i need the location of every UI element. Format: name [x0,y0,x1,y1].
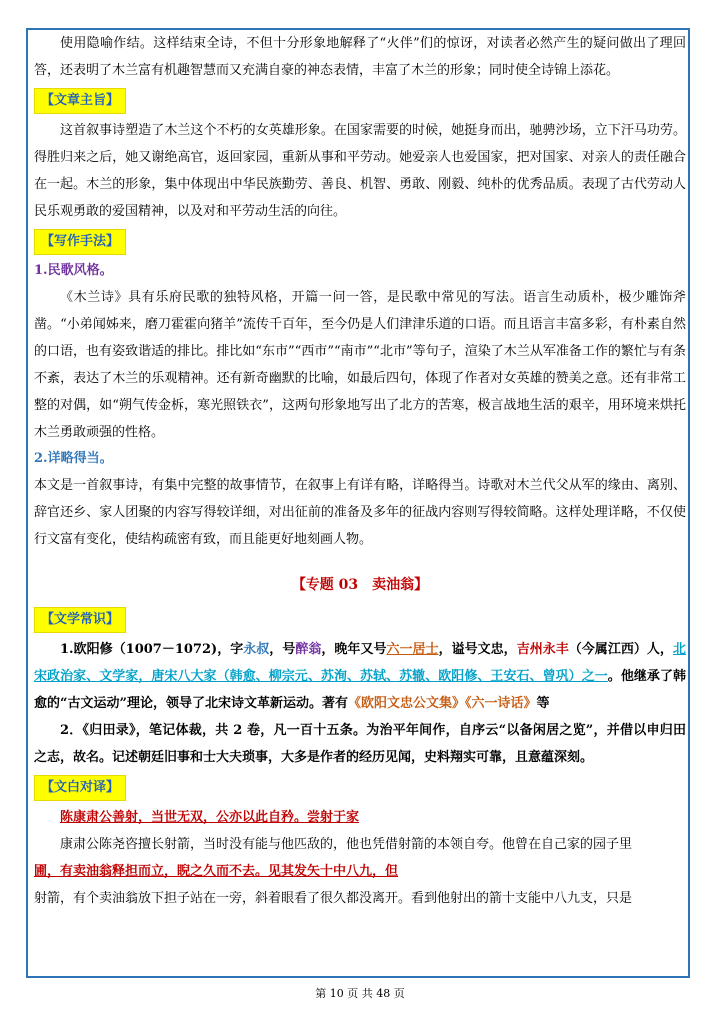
item1-text-f: 。他继承了韩愈的“古文运动”理论，领导了北宋诗文革新运动。著有 [34,669,686,711]
topic-title: 【专题 03 卖油翁】 [291,577,429,593]
item1-late-hao: 六一居士 [386,642,439,657]
item1-text-g: 等 [536,696,550,711]
page-content [34,30,686,912]
item1-text-c: ，晚年又号 [321,642,387,657]
heading-writing: 【写作手法】 [34,229,126,255]
writing-point1-text: 《木兰诗》具有乐府民歌的独特风格，开篇一问一答，是民歌中常见的写法。语言生动质朴，极少雕饰斧凿。“小弟闻姊来，磨刀霍霍向猪羊”流传千百年，至今仍是人们津津乐道的口语。而且语言丰富多彩，有朴素自然的口语，也有姿致谐适的排比。排比如“东市”“西市”“南市”“北市”等句子，渲染了木兰从军准备工作的繁忙与有条不紊，表达了木兰的乐观精神。还有新奇幽默的比喻，如最后四句，体现了作者对女英雄的赞美之意。还有非常工整的对偶，如“朔气传金柝，寒光照铁衣”，这两句形象地写出了北方的苦寒，极言战地生活的艰辛，用环境来烘托木兰勇敢顽强的性格。 [34,290,686,440]
item1-text-e: （今属江西）人， [568,642,673,657]
literary-item2: 2．《归田录》，笔记体裁，共 2 卷，凡一百十五条。为治平年间作，自序云“以备闲居之览”，并借以申归田之志，故名。记述朝廷旧事和士大夫琐事，大多是作者的经历见闻，史料翔实可靠，且意蕴深刻。 [34,723,686,765]
writing-point1-title: 1.民歌风格。 [34,263,113,278]
item1-text-a: 1.欧阳修（1007－1072)，字 [60,642,244,657]
literary-item1 [34,636,686,717]
item1-zi: 永叔 [243,642,270,657]
item1-text-d: ，谥号文忠， [438,642,517,657]
original-line-1: 陈康肃公善射，当世无双，公亦以此自矜。尝射于家 [60,810,360,825]
item1-titles: 北宋政治家、文学家，唐宋八大家（韩愈、柳宗元、苏洵、苏轼、苏辙、欧阳修、王安石、曾巩）之一 [34,642,686,684]
translation-modern-2: 射箭，有个卖油翁放下担子站在一旁，斜着眼看了很久都没离开。看到他射出的箭十支能中八九支，只是 [34,891,633,906]
translation-original-2 [34,858,686,885]
heading-literary: 【文学常识】 [34,607,126,633]
item1-origin: 吉州永丰 [516,642,569,657]
translation-original-1 [34,804,686,831]
translation-modern-1: 康肃公陈尧咨擅长射箭，当时没有能与他匹敌的，他也凭借射箭的本领自夸。他曾在自己家的园子里 [60,837,633,852]
theme-paragraph: 这首叙事诗塑造了木兰这个不朽的女英雄形象。在国家需要的时候，她挺身而出，驰骋沙场，立下汗马功劳。得胜归来之后，她又谢绝高官，返回家园，重新从事和平劳动。她爱亲人也爱国家，把对国家、对亲人的责任融合在一起。木兰的形象，集中体现出中华民族勤劳、善良、机智、勇敢、刚毅、纯朴的优秀品质。表现了古代劳动人民乐观勇敢的爱国精神，以及对和平劳动生活的向往。 [34,123,686,219]
heading-theme: 【文章主旨】 [34,88,126,114]
item1-works: 《欧阳文忠公文集》《六一诗话》 [347,696,537,711]
page-footer: 第 10 页 共 48 页 [315,987,405,1000]
item1-text-b: ，号 [269,642,296,657]
item1-hao: 醉翁 [295,642,322,657]
writing-point2-text: 本文是一首叙事诗，有集中完整的故事情节，在叙事上有详有略，详略得当。诗歌对木兰代父从军的缘由、离别、辞官还乡、家人团聚的内容写得较详细，对出征前的准备及多年的征战内容则写得较简略。这样处理详略，不仅使行文富有变化，使结构疏密有致，而且能更好地刻画人物。 [34,478,686,547]
writing-point2-title: 2.详略得当。 [34,451,113,466]
original-line-2: 圃，有卖油翁释担而立，睨之久而不去。见其发矢十中八九，但 [34,864,399,879]
heading-translation: 【文白对译】 [34,775,126,801]
intro-paragraph: 使用隐喻作结。这样结束全诗，不但十分形象地解释了“火伴”们的惊讶，对读者必然产生的疑问做出了理回答，还表明了木兰富有机趣智慧而又充满自豪的神态表情，丰富了木兰的形象；同时使全诗锦上添花。 [34,36,686,78]
